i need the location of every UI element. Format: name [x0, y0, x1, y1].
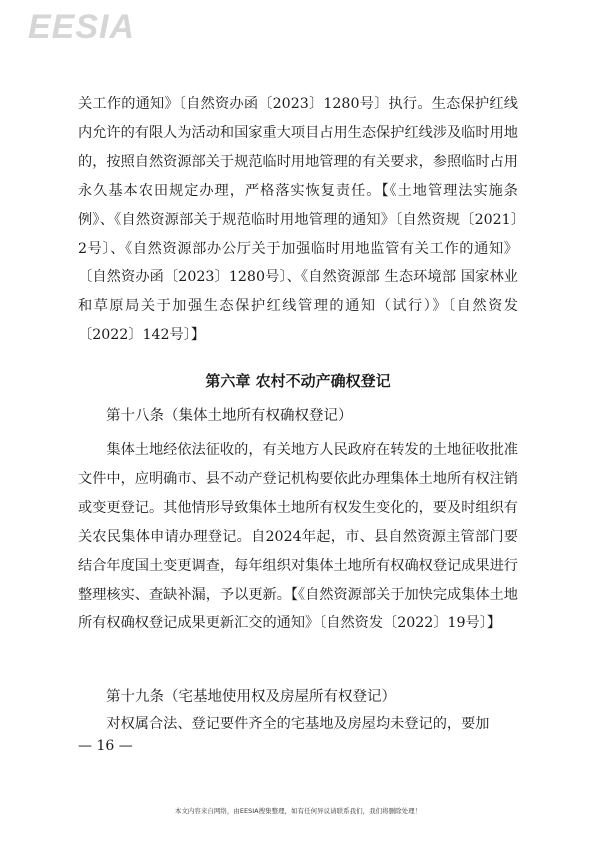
body-paragraph-continued: 关工作的通知》〔自然资办函〔2023〕1280号〕执行。生态保护红线内允许的有限人为活动和国家重大项目占用生态保护红线涉及临时用地的，按照自然资源部关于规范临时用地管理的有关要求，参照临时占用永久基本农田规定办理，严格落实恢复责任。【《土地管理法实施条例》、《自然资源部关于规范临时用地管理的通知》〔自然资规〔2021〕2号〕、《自然资源部办公厅关于加强临时用地监管有关工作的通知》〔自然资办函〔2023〕1280号〕、《自然资源部 生态环境部 国家林业和草原局关于加强生态保护红线管理的通知（试行）》〔自然资发〔2022〕142号〕】	[78, 96, 518, 344]
article-19-title: 第十九条（宅基地使用权及房屋所有权登记）	[106, 689, 396, 705]
article-18-title: 第十八条（集体土地所有权确权登记）	[106, 408, 353, 424]
article-18-body: 集体土地经依法征收的，有关地方人民政府在转发的土地征收批准文件中，应明确市、县不动产登记机构要依此办理集体土地所有权注销或变更登记。其他情形导致集体土地所有权发生变化的，要及时组织有关农民集体申请办理登记。自2024年起，市、县自然资源主管部门要结合年度国土变更调查，每年组织对集体土地所有权确权登记成果进行整理核实、查缺补漏，予以更新。【《自然资源部关于加快完成集体土地所有权确权登记成果更新汇交的通知》〔自然资发〔2022〕19号〕】	[78, 442, 518, 632]
page-number: — 16 —	[78, 738, 133, 754]
article-19-body: 对权属合法、登记要件齐全的宅基地及房屋均未登记的，要加	[106, 716, 490, 732]
eesia-logo: EESIA	[28, 8, 136, 46]
footer-disclaimer: 本文内容来自网络，由EESIA搜集整理，如有任何异议请联系我们，我们将删除处理！	[174, 807, 422, 815]
chapter-title: 第六章 农村不动产确权登记	[205, 372, 391, 390]
